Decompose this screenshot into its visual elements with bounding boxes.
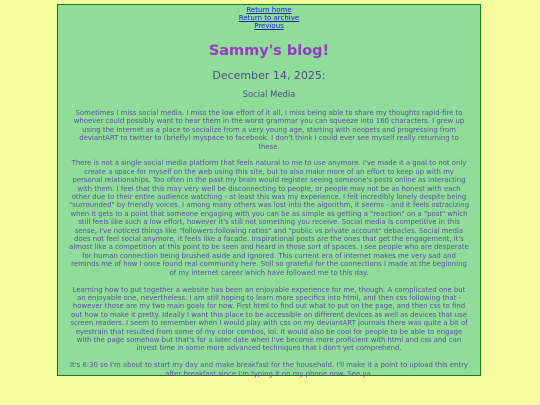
return-home-link[interactable]: Return home: [246, 6, 292, 14]
post-date: December 14, 2025:: [212, 69, 326, 82]
nav-links: [58, 6, 480, 30]
post-paragraph: It's 6:30 so I'm about to start my day and make breakfast for the household. I'll make it a point to upload this entry after breakfast since I'm typing it on my phone now. See ya.: [69, 361, 469, 378]
post-paragraph: Sometimes I miss social media. I miss the low effort of it all, I miss being able to share my thoughts rapid-fire to whoever could possibly want to hear them in the worst grammar you can squeeze into 160 characters. I grew up using the internet as a place to socialize from a very young age, starting with neopets and progressing from deviantART to twitter to (briefly) myspace to facebook. I don't think I could ever see myself really returning to these.: [73, 109, 465, 151]
blog-title: Sammy's blog!: [208, 43, 330, 59]
post-paragraph: Learning how to put together a website has been an enjoyable experience for me, though. A complicated one but an enjoyable one, nevertheless. I am still hoping to learn more specifics into html, and then css following that - however those are my two main goals for now. First html to find out what to put on the page, and then css to find out how to make it pretty. Ideally I want this place to be accessible on different devices as well as devices that use screen readers. I seem to remember when I would play with css on my deviantART journals there was quite a bit of eyestrain that resulted from some of my color combos, lol. It would also be cool for people to be able to engage with the page somehow but that's for a later date when I've become more proficient with html and css and can invest time in some more advanced techniques that I don't yet comprehend.: [70, 285, 468, 353]
post-paragraph: There is not a single social media platform that feels natural to me to use anymore. I've made it a goal to not only create a space for myself on the web using this site, but to also make more of an effort to keep up with my personal relationships. Too often in the past my brain would register seeing someone's posts online as interacting with them. I feel that this may very well be disconnecting to people, or people may not be as honest with each other due to their entire audience watching - at least this was my experience. I felt incredibly lonely despite being "surrounded" by friendly voices. I among many others was lost into the algorithm, it seems - and it feels ostracizing when it gets to a point that someone engaging with you can be as simple as getting a "reaction" on a "post" which still feels like such a low effort, however it's still not something you receive. Social media is competitive in this sense, I've noticed things like "followers:following ratios" and "public vs private account" debacles. Social media does not feel social anymore, it feels like a facade. Inspirational posts are the ones that get the engagement, it's almost like a competition at this point to be seen and heard in those sort of spaces. I see people who are desperate for human connection being brushed aside and ignored. This current era of internet makes me very sad and reminds me of how I once found real community here. Still so grateful for the connections I made at the beginning of my internet career which have followed me to this day.: [69, 159, 469, 277]
post-subtitle: Social Media: [242, 89, 296, 99]
blog-page: [57, 4, 481, 376]
return-to-archive-link[interactable]: Return to archive: [238, 14, 300, 22]
post-body: [69, 109, 469, 378]
previous-link[interactable]: Previous: [254, 22, 284, 30]
